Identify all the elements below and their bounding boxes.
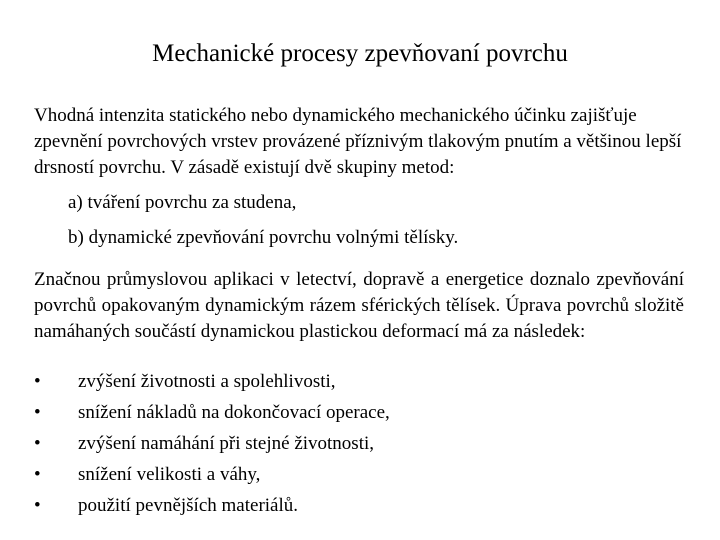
list-item [34, 370, 684, 401]
list-item-text: zvýšení namáhání při stejné životnosti, [78, 433, 375, 454]
method-group-b: b) dynamické zpevňování povrchu volnými tělísky. [68, 227, 459, 248]
list-item [34, 494, 684, 525]
method-group-a: a) tváření povrchu za studena, [68, 192, 297, 213]
list-item [34, 432, 684, 463]
list-item-text: snížení nákladů na dokončovací operace, [78, 402, 390, 423]
list-item [34, 401, 684, 432]
bullet-icon: • [34, 402, 41, 423]
application-paragraph: Značnou průmyslovou aplikaci v letectví, dopravě a energetice doznalo zpevňování povrchů opakovaným dynamickým rázem sférických tělísek. Úprava povrchů složitě namáhaných součástí dynamickou plastickou deformací má za následek: [34, 269, 684, 342]
bullet-icon: • [34, 464, 41, 485]
bullet-icon: • [34, 433, 41, 454]
list-item-text: zvýšení životnosti a spolehlivosti, [78, 371, 336, 392]
list-item-text: snížení velikosti a váhy, [78, 464, 261, 485]
list-item [34, 463, 684, 494]
bullet-icon: • [34, 495, 41, 516]
list-item-text: použití pevnějších materiálů. [78, 495, 299, 516]
slide-title: Mechanické procesy zpevňovaní povrchu [152, 40, 568, 67]
bullet-icon: • [34, 371, 41, 392]
intro-paragraph: Vhodná intenzita statického nebo dynamického mechanického účinku zajišťuje zpevnění povrchových vrstev provázené příznivým tlakovým pnutím a většinou lepší drsností povrchu. V zásadě existují dvě skupiny metod: [34, 105, 682, 178]
effects-list [34, 370, 684, 525]
